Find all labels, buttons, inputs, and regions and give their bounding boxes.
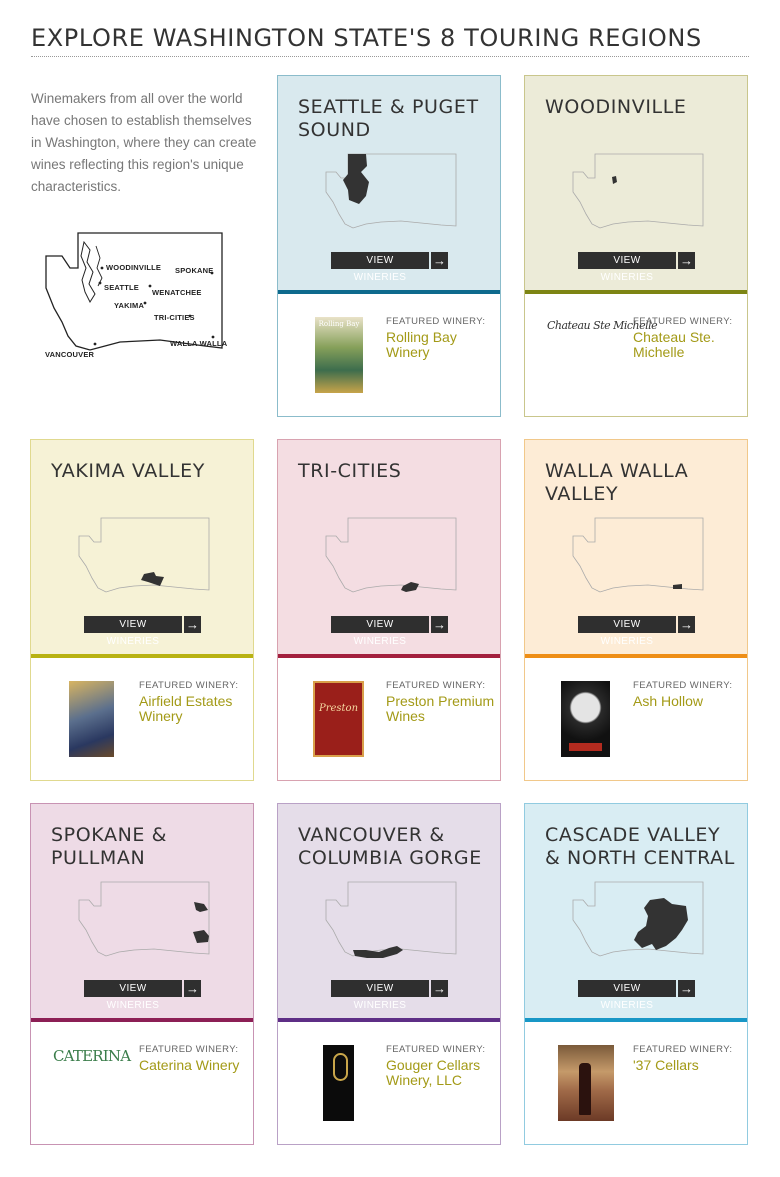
- region-title: WOODINVILLE: [545, 96, 687, 118]
- featured-winery-link[interactable]: Rolling Bay Winery: [386, 329, 457, 360]
- region-card-header: [31, 440, 253, 654]
- featured-winery-link[interactable]: Caterina Winery: [139, 1057, 240, 1073]
- card-divider: [278, 654, 500, 658]
- region-map[interactable]: [321, 516, 459, 598]
- region-card-yakima-valley: [30, 439, 254, 781]
- view-wineries-label: VIEW WINERIES: [578, 980, 676, 997]
- winery-label-thumbnail[interactable]: [323, 1045, 354, 1121]
- region-map[interactable]: [568, 516, 706, 598]
- region-title: YAKIMA VALLEY: [51, 460, 205, 482]
- winery-photo-thumbnail[interactable]: [558, 1045, 614, 1121]
- view-wineries-label: VIEW WINERIES: [331, 616, 429, 633]
- region-map[interactable]: [321, 880, 459, 962]
- featured-winery-label: FEATURED WINERY:: [139, 680, 239, 691]
- view-wineries-button[interactable]: [578, 616, 695, 647]
- region-card-header: [31, 804, 253, 1018]
- region-card-header: [525, 76, 747, 290]
- featured-winery-link[interactable]: Airfield Estates Winery: [139, 693, 233, 724]
- featured-winery-label: FEATURED WINERY:: [386, 680, 486, 691]
- region-card-header: [525, 804, 747, 1018]
- region-title: SEATTLE & PUGET SOUND: [298, 96, 479, 141]
- view-wineries-button[interactable]: [331, 616, 448, 647]
- region-card-header: [525, 440, 747, 654]
- arrow-right-icon: →: [433, 981, 446, 996]
- region-card-header: [278, 440, 500, 654]
- city-label: TRI-CITIES: [154, 313, 195, 322]
- city-label: WOODINVILLE: [106, 263, 162, 272]
- region-card-woodinville: [524, 75, 748, 417]
- region-card-header: [278, 76, 500, 290]
- card-divider: [31, 654, 253, 658]
- featured-winery-label: FEATURED WINERY:: [633, 1044, 733, 1055]
- view-wineries-label: VIEW WINERIES: [331, 252, 429, 269]
- featured-winery-link[interactable]: Preston Premium Wines: [386, 693, 495, 724]
- view-wineries-button[interactable]: [84, 616, 201, 647]
- region-card-vancouver-columbia-gorge: [277, 803, 501, 1145]
- city-label: SEATTLE: [104, 283, 140, 292]
- featured-winery-link[interactable]: Gouger Cellars Winery, LLC: [386, 1057, 481, 1088]
- view-wineries-button[interactable]: [578, 980, 695, 1011]
- region-card-cascade-valley-north-central: [524, 803, 748, 1145]
- region-title: WALLA WALLA VALLEY: [545, 460, 689, 505]
- region-card-tri-cities: [277, 439, 501, 781]
- arrow-right-icon: →: [186, 617, 199, 632]
- city-label: WENATCHEE: [152, 288, 202, 297]
- label-accent: [569, 743, 602, 751]
- winery-label-thumbnail[interactable]: [561, 681, 610, 757]
- arrow-right-icon: →: [680, 981, 693, 996]
- arrow-right-icon: →: [680, 253, 693, 268]
- intro-text: Winemakers from all over the world have chosen to establish themselves in Washington, where they can create wines reflecting this region's unique characteristics.: [31, 91, 257, 194]
- arrow-right-icon: →: [433, 617, 446, 632]
- card-divider: [525, 1018, 747, 1022]
- card-divider: [525, 654, 747, 658]
- region-map[interactable]: [74, 880, 212, 962]
- region-map[interactable]: [321, 152, 459, 234]
- featured-winery-link[interactable]: '37 Cellars: [633, 1057, 699, 1073]
- arrow-right-icon: →: [186, 981, 199, 996]
- featured-winery-label: FEATURED WINERY:: [633, 680, 733, 691]
- winery-logo[interactable]: CATERINA: [53, 1047, 131, 1065]
- thumbnail-text: Rolling Bay: [318, 320, 360, 328]
- city-label: VANCOUVER: [45, 350, 95, 359]
- page-title: EXPLORE WASHINGTON STATE'S 8 TOURING REGIONS: [31, 24, 749, 57]
- region-title: SPOKANE & PULLMAN: [51, 824, 168, 869]
- view-wineries-label: VIEW WINERIES: [578, 616, 676, 633]
- featured-winery-label: FEATURED WINERY:: [139, 1044, 239, 1055]
- region-title: TRI-CITIES: [298, 460, 402, 482]
- card-divider: [278, 1018, 500, 1022]
- winery-label-thumbnail[interactable]: [69, 681, 114, 757]
- region-title: CASCADE VALLEY & NORTH CENTRAL: [545, 824, 735, 869]
- view-wineries-button[interactable]: [331, 252, 448, 283]
- winery-label-thumbnail[interactable]: [315, 317, 363, 393]
- city-label: YAKIMA: [114, 301, 145, 310]
- featured-winery-link[interactable]: Ash Hollow: [633, 693, 704, 709]
- view-wineries-label: VIEW WINERIES: [578, 252, 676, 269]
- featured-winery-label: FEATURED WINERY:: [386, 316, 486, 327]
- featured-winery-label: FEATURED WINERY:: [386, 1044, 486, 1055]
- arrow-right-icon: →: [433, 253, 446, 268]
- region-map[interactable]: [74, 516, 212, 598]
- thumbnail-text: Preston: [318, 703, 359, 714]
- region-card-spokane-pullman: [30, 803, 254, 1145]
- featured-winery-label: FEATURED WINERY:: [633, 316, 733, 327]
- washington-overview-map: [40, 228, 240, 363]
- label-accent: [333, 1053, 348, 1081]
- region-map[interactable]: [568, 880, 706, 962]
- arrow-right-icon: →: [680, 617, 693, 632]
- region-title: VANCOUVER & COLUMBIA GORGE: [298, 824, 482, 869]
- featured-winery-link[interactable]: Chateau Ste. Michelle: [633, 329, 715, 360]
- view-wineries-label: VIEW WINERIES: [84, 616, 182, 633]
- city-label: WALLA WALLA: [170, 339, 228, 348]
- winery-logo[interactable]: Chateau Ste Michelle: [547, 319, 658, 332]
- view-wineries-button[interactable]: [84, 980, 201, 1011]
- region-card-seattle: [277, 75, 501, 417]
- view-wineries-label: VIEW WINERIES: [84, 980, 182, 997]
- city-label: SPOKANE: [175, 266, 214, 275]
- card-divider: [31, 1018, 253, 1022]
- region-card-walla-walla-valley: [524, 439, 748, 781]
- view-wineries-button[interactable]: [578, 252, 695, 283]
- view-wineries-label: VIEW WINERIES: [331, 980, 429, 997]
- region-card-header: [278, 804, 500, 1018]
- winery-label-thumbnail[interactable]: [313, 681, 364, 757]
- card-divider: [525, 290, 747, 294]
- bottle-shape: [579, 1063, 591, 1115]
- view-wineries-button[interactable]: [331, 980, 448, 1011]
- region-map[interactable]: [568, 152, 706, 234]
- card-divider: [278, 290, 500, 294]
